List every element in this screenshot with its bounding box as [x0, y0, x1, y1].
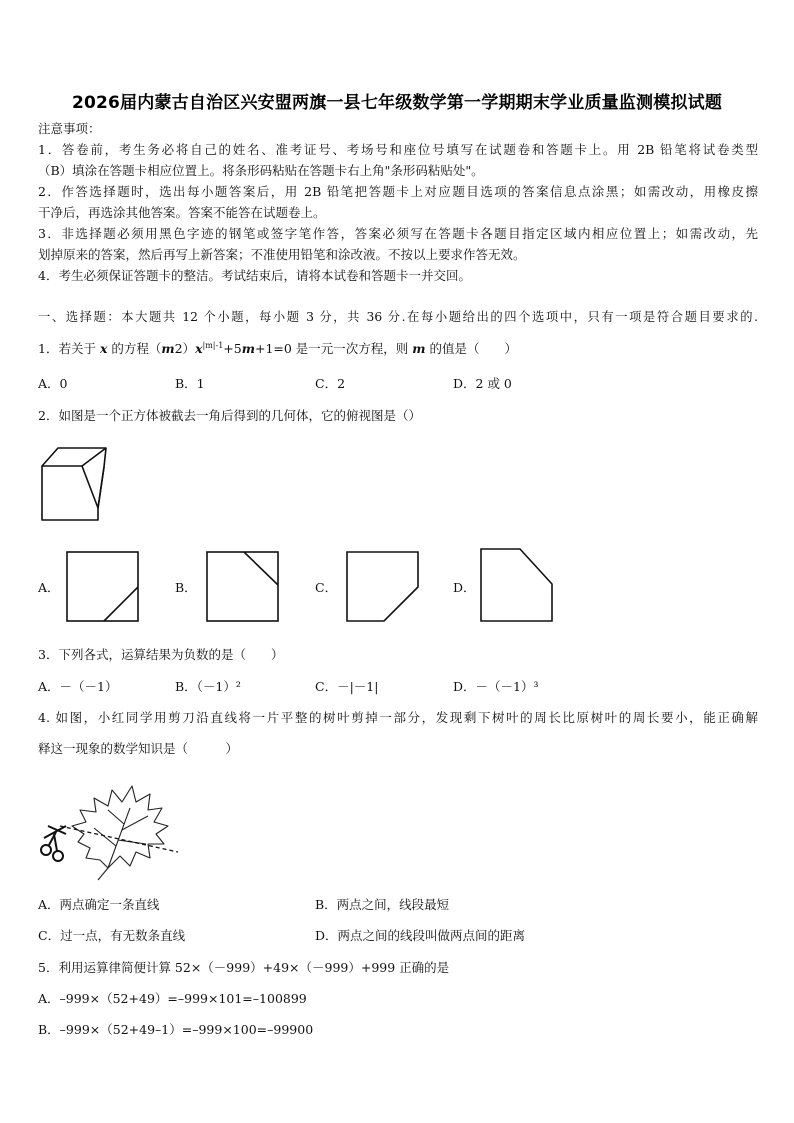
q2-option-c-label: C．: [315, 580, 338, 595]
notice-heading: 注意事项：: [38, 121, 101, 136]
q2-option-b-figure: [206, 551, 280, 623]
q2-option-b-label: B．: [175, 580, 197, 595]
notice-line: 3．非选择题必须用黑色字迹的钢笔或签字笔作答，答案必须写在答题卡各题目指定区域内相应位置上；如需改动，先: [38, 226, 758, 241]
notice-line: 4．考生必须保证答题卡的整洁。考试结束后，请将本试卷和答题卡一并交回。: [38, 268, 471, 283]
section-heading: 一、选择题：本大题共 12 个小题，每小题 3 分，共 36 分.在每小题给出的四个选项中，只有一项是符合题目要求的.: [38, 310, 758, 324]
exam-title: 2026届内蒙古自治区兴安盟两旗一县七年级数学第一学期期末学业质量监测模拟试题: [71, 93, 723, 113]
notice-line: 1．答卷前，考生务必将自己的姓名、准考证号、考场号和座位号填写在试题卷和答题卡上。用 2B 铅笔将试卷类型: [38, 142, 758, 157]
q1-option-a: A．0: [38, 376, 68, 391]
q5-option-a: A．–999×（52+49）=–999×101=–100899: [38, 991, 307, 1006]
q4-option-d: D．两点之间的线段叫做两点间的距离: [315, 928, 526, 943]
question-5-stem: 5．利用运算律简便计算 52×（－999）+49×（－999）+999 正确的是: [38, 960, 450, 975]
notice-line: 2．作答选择题时，选出每小题答案后，用 2B 铅笔把答题卡上对应题目选项的答案信息点涂黑；如需改动，用橡皮擦: [38, 184, 758, 199]
q1-option-d: D．2 或 0: [453, 376, 512, 391]
notice-line: 干净后，再选涂其他答案。答案不能答在试题卷上。: [38, 205, 326, 220]
q4-option-a: A．两点确定一条直线: [38, 897, 160, 912]
q4-option-b: B．两点之间，线段最短: [315, 897, 450, 912]
q3-option-c: C．－|－1|: [315, 679, 379, 694]
question-1-stem: 1．若关于 x 的方程$(m2)x^{|m|-1}+5m+1=0$ 是一元一次方程，则 m 的值是（ ）: [38, 340, 517, 356]
q3-option-d: D．－（－1）³: [453, 679, 539, 694]
leaf-scissors-figure: [38, 768, 184, 886]
q2-option-a-figure: [66, 551, 140, 623]
q1-option-c: C．2: [315, 376, 346, 391]
q3-option-a: A．－（－1）: [38, 679, 118, 694]
question-2-stem: 2．如图是一个正方体被截去一角后得到的几何体，它的俯视图是（）: [38, 408, 421, 423]
notice-line: （B）填涂在答题卡相应位置上。将条形码粘贴在答题卡右上角"条形码粘贴处"。: [38, 163, 484, 178]
question-4-stem: 4. 如图，小红同学用剪刀沿直线将一片平整的树叶剪掉一部分，发现剩下树叶的周长比原树叶的周长要小，能正确解: [38, 710, 758, 725]
truncated-cube-figure: [38, 442, 120, 524]
question-3-stem: 3．下列各式，运算结果为负数的是（ ）: [38, 647, 284, 662]
notice-line: 划掉原来的答案，然后再写上新答案；不准使用铅笔和涂改液。不按以上要求作答无效。: [38, 247, 526, 262]
q4-option-c: C．过一点，有无数条直线: [38, 928, 186, 943]
q2-option-d-figure: [480, 548, 556, 624]
question-4-stem-cont: 释这一现象的数学知识是（ ）: [38, 741, 239, 756]
q5-option-b: B．–999×（52+49–1）=–999×100=–99900: [38, 1022, 314, 1037]
q3-option-b: B．（－1）²: [175, 679, 241, 694]
q2-option-d-label: D．: [453, 580, 476, 595]
q2-option-a-label: A．: [38, 580, 60, 595]
q2-option-c-figure: [346, 551, 420, 623]
q1-option-b: B．1: [175, 376, 205, 391]
